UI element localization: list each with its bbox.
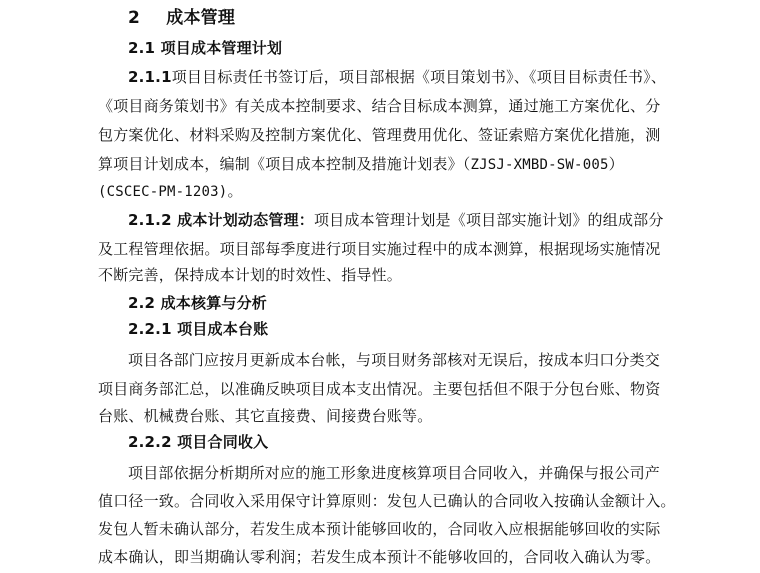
paragraph-2-1-1-line: 《项目商务策划书》有关成本控制要求、结合目标成本测算，通过施工方案优化、分 [98, 97, 661, 115]
subsection-heading-2-2: 2.2 成本核算与分析 [128, 294, 267, 312]
paragraph-2-2-1-line: 台账、机械费台账、其它直接费、间接费台账等。 [98, 407, 433, 425]
paragraph-2-2-2-line: 项目部依据分析期所对应的施工形象进度核算项目合同收入，并确保与报公司产 [128, 464, 661, 482]
paragraph-2-1-2-line [128, 209, 664, 231]
subsection-heading-2-1: 2.1 项目成本管理计划 [128, 39, 283, 57]
paragraph-2-2-2-line: 值口径一致。合同收入采用保守计算原则：发包人已确认的合同收入按确认金额计入。 [98, 492, 676, 510]
paragraph-2-2-1-line: 项目各部门应按月更新成本台帐，与项目财务部核对无误后，按成本归口分类交 [128, 351, 661, 369]
doc-code: ZJSJ-XMBD-SW-005 [470, 157, 609, 173]
doc-code: (CSCEC-PM-1203) [98, 184, 228, 200]
paragraph-text: 。 [227, 182, 243, 200]
paragraph-text: ） [608, 155, 624, 173]
subsection-heading-2-2-2: 2.2.2 项目合同收入 [128, 433, 269, 451]
paragraph-2-1-1-line [98, 153, 624, 176]
paragraph-number: 2.1.1 [128, 68, 172, 86]
inline-heading: 2.1.2 成本计划动态管理： [128, 211, 314, 229]
paragraph-2-1-2-line: 不断完善，保持成本计划的时效性、指导性。 [98, 266, 403, 284]
paragraph-2-2-1-line: 项目商务部汇总，以准确反映项目成本支出情况。主要包括但不限于分包台账、物资 [98, 380, 661, 398]
paragraph-text: 项目目标责任书签订后，项目部根据《项目策划书》、《项目目标责任书》、 [171, 68, 667, 86]
paragraph-2-2-2-line: 成本确认，即当期确认零利润；若发生成本预计不能够收回的，合同收入确认为零。 [98, 548, 661, 566]
paragraph-2-1-1-line [98, 180, 243, 203]
subsection-heading-2-2-1: 2.2.1 项目成本台账 [128, 320, 269, 338]
paragraph-2-1-1-line [128, 66, 666, 88]
paragraph-text: 项目成本管理计划是《项目部实施计划》的组成部分 [313, 211, 664, 229]
paragraph-2-1-2-line: 及工程管理依据。项目部每季度进行项目实施过程中的成本测算，根据现场实施情况 [98, 240, 661, 258]
paragraph-2-1-1-line: 包方案优化、材料采购及控制方案优化、管理费用优化、签证索赔方案优化措施，测 [98, 126, 661, 144]
section-heading [128, 6, 235, 30]
paragraph-text: 算项目计划成本，编制《项目成本控制及措施计划表》（ [98, 155, 471, 173]
section-title: 成本管理 [166, 8, 236, 28]
section-number: 2 [128, 8, 141, 28]
paragraph-2-2-2-line: 发包人暂未确认部分，若发生成本预计能够回收的，合同收入应根据能够回收的实际 [98, 520, 661, 538]
